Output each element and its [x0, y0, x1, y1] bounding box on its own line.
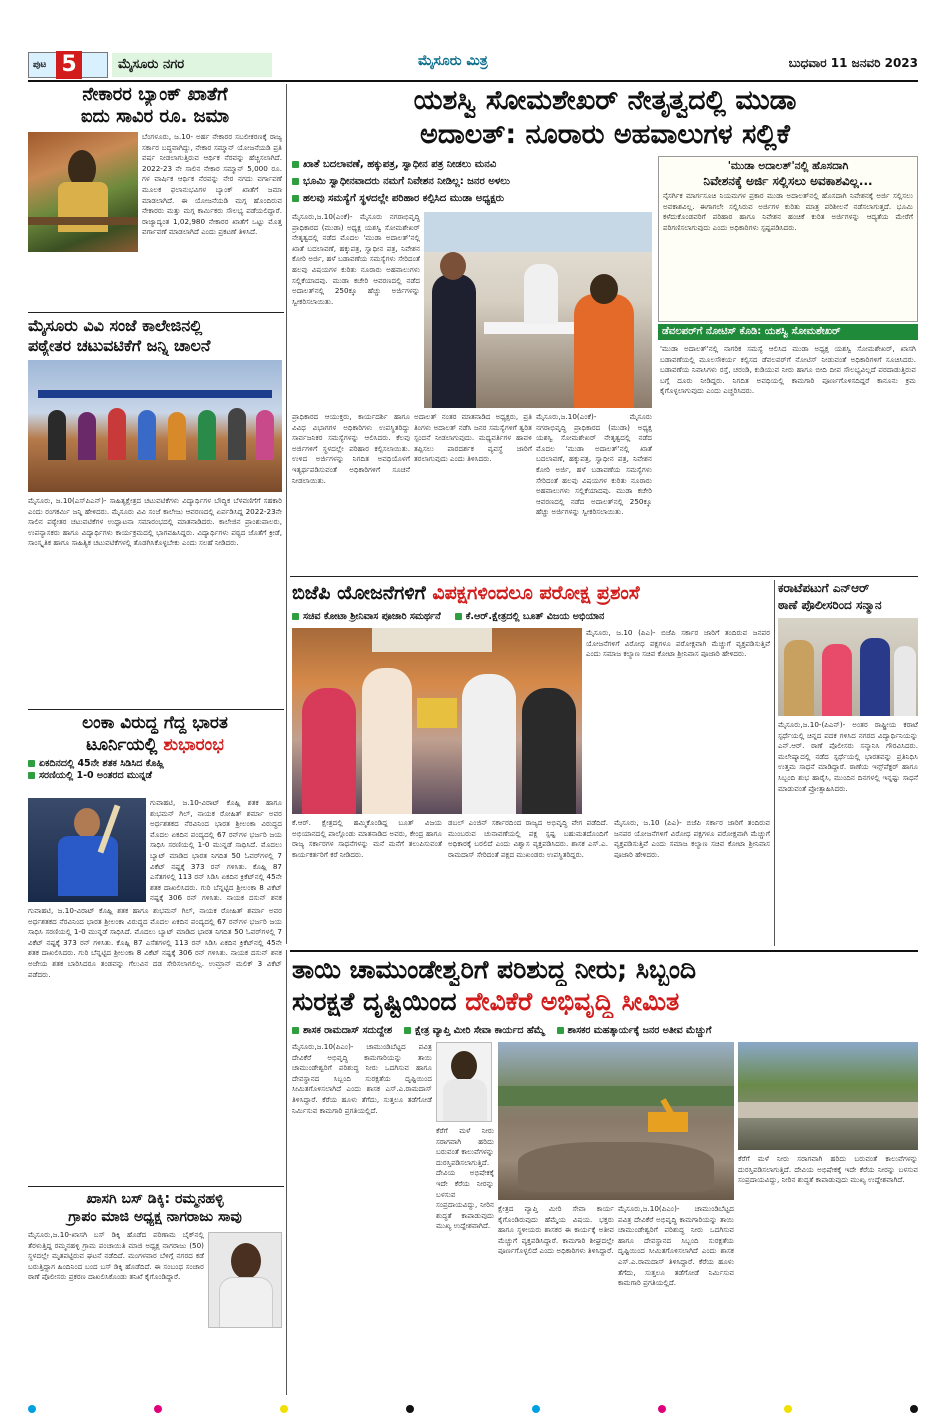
paper-name: ಮೈಸೂರು ಮಿತ್ರ [418, 53, 488, 69]
devikere-story [292, 954, 918, 1394]
masthead [28, 50, 918, 80]
column-rule [286, 950, 287, 1395]
devikere-headline-black: ಸುರಕ್ಷತೆ ದೃಷ್ಟಿಯಿಂದ [292, 987, 466, 1016]
devikere-sub-1: ಶಾಸಕ ರಾಮದಾಸ್ ಸದುದ್ದೇಶ [292, 1022, 392, 1038]
bullet-icon [28, 760, 35, 767]
bus-story [28, 1190, 282, 1395]
bus-headline-line2: ಗ್ರಾಪಂ ಮಾಜಿ ಅಧ್ಯಕ್ಷ ನಾಗರಾಜು ಸಾವು [68, 1209, 242, 1225]
issue-date: ಬುಧವಾರ 11 ಜನವರಿ 2023 [788, 56, 918, 70]
college-story [28, 316, 282, 706]
bjp-event-photo [292, 628, 582, 814]
muda-bullets [292, 156, 652, 208]
muda-body-3: ಅದಾಲತ್ ನಂತರ ಮಾತನಾಡಿದ ಅಧ್ಯಕ್ಷರು, ಪ್ರತಿ ತಿಂಗಳು ಅದಾಲತ್ ನಡೆಸಿ ಜನರ ಸಮಸ್ಯೆಗಳಿಗೆ ತ್ವರಿತ ಸ್ಪಂದನೆ ನೀಡಲಾಗುವುದು. ಮಧ್ಯವರ್ತಿಗಳ ಹಾವಳಿ ತಪ್ಪಿಸಲು ಪಾರದರ್ಶಕ ವ್ಯವಸ್ಥೆ ಜಾರಿಗೆ ತರಲಾಗುವುದು ಎಂದು ತಿಳಿಸಿದರು. [414, 412, 532, 464]
bullet-icon [28, 772, 35, 779]
college-body: ಮೈಸೂರು, ಜ.10(ಎಸ್‌ಪಿಎನ್)- ಸಾಹಿತ್ಯಕ್ಷೇತ್ರದ ಚಟುವಟಿಕೆಗಳು ವಿದ್ಯಾರ್ಥಿಗಳ ಬೌದ್ಧಿಕ ಬೆಳವಣಿಗೆಗೆ ಸಹಕಾರಿ ಎಂದು ರಂಗಕರ್ಮಿ ಜನ್ನಿ ಹೇಳಿದರು. ಮೈಸೂರು ವಿವಿ ಸಂಜೆ ಕಾಲೇಜು ಆವರಣದಲ್ಲಿ ಏರ್ಪಡಿಸಿದ್ದ 2022-23ನೇ ಸಾಲಿನ ಪಠ್ಯೇತರ ಚಟುವಟಿಕೆಗಳ ಉದ್ಘಾಟನಾ ಸಮಾರಂಭದಲ್ಲಿ ಮಾತನಾಡಿದರು. ಕಾಲೇಜಿನ ಪ್ರಾಂಶುಪಾಲರು, ಉಪನ್ಯಾಸಕರು ಹಾಗೂ ವಿದ್ಯಾರ್ಥಿಗಳು ಕಾರ್ಯಕ್ರಮದಲ್ಲಿ ಭಾಗವಹಿಸಿದ್ದರು. ವಿದ್ಯಾರ್ಥಿಗಳು ಪಠ್ಯದ ಜೊತೆಗೆ ಕ್ರೀಡೆ, ಸಾಂಸ್ಕೃತಿಕ ಹಾಗೂ ಸಾಹಿತ್ಯಿಕ ಚಟುವಟಿಕೆಗಳಲ್ಲಿ ತೊಡಗಿಸಿಕೊಳ್ಳಬೇಕು ಎಂದು ಸಲಹೆ ನೀಡಿದರು. [28, 496, 282, 548]
bank-story [28, 84, 282, 310]
devikere-headline-red: ದೇವಿಕೆರೆ ಅಭಿವೃದ್ಧಿ ಸೀಮಿತ [465, 987, 680, 1016]
bjp-headline-black: ಬಿಜೆಪಿ ಯೋಜನೆಗಳಿಗೆ [292, 582, 433, 604]
devikere-subheads [292, 1022, 918, 1038]
devikere-headline-2 [292, 986, 918, 1018]
muda-headline-line2: ಅದಾಲತ್: ನೂರಾರು ಅಹವಾಲುಗಳ ಸಲ್ಲಿಕೆ [420, 119, 790, 150]
divider [28, 709, 284, 710]
karate-headline-1: ಕರಾಟೆಪಟುಗೆ ಎನ್‌ಆರ್ [778, 581, 870, 595]
devikere-body-2: ಕೆರೆಗೆ ಮಳೆ ನೀರು ಸರಾಗವಾಗಿ ಹರಿದು ಬರುವಂತೆ ಕಾಲುವೆಗಳನ್ನು ದುರಸ್ತಿಪಡಿಸಲಾಗುತ್ತಿದೆ. ದೇವಿಯ ಅಭಿಷೇಕಕ್ಕೆ ಇದೇ ಕೆರೆಯ ನೀರನ್ನು ಬಳಸುವ ಸಂಪ್ರದಾಯವಿದ್ದು, ನೀರಿನ ಶುದ್ಧತೆ ಕಾಪಾಡುವುದು ಮುಖ್ಯ ಉದ್ದೇಶವಾಗಿದೆ. [436, 1126, 494, 1231]
devikere-headline-1: ತಾಯಿ ಚಾಮುಂಡೇಶ್ವರಿಗೆ ಪರಿಶುದ್ಧ ನೀರು; ಸಿಬ್ಬಂದಿ [292, 955, 697, 984]
section-name: ಮೈಸೂರು ನಗರ [112, 53, 272, 77]
sidebar-adalat [658, 156, 918, 322]
bjp-headline [292, 580, 770, 606]
cricket-sub-1: ಏಕದಿನದಲ್ಲಿ 45ನೇ ಶತಕ ಸಿಡಿಸಿದ ಕೊಹ್ಲಿ [28, 758, 282, 769]
muda-headline [292, 84, 918, 154]
muda-bullet: ಖಾತೆ ಬದಲಾವಣೆ, ಹಕ್ಕುಪತ್ರ, ಸ್ವಾಧೀನ ಪತ್ರ ನೀಡಲು ಮನವಿ [292, 156, 652, 173]
column-rule [286, 84, 287, 944]
divider [290, 950, 918, 952]
college-group-photo [28, 360, 282, 492]
bjp-body-4: ಮೈಸೂರು, ಜ.10 (ಪಿಎ)- ಬಿಜೆಪಿ ಸರ್ಕಾರ ಜಾರಿಗೆ ತಂದಿರುವ ಜನಪರ ಯೋಜನೆಗಳಿಗೆ ವಿರೋಧ ಪಕ್ಷಗಳೂ ಪರೋಕ್ಷವಾಗಿ ಮೆಚ್ಚುಗೆ ವ್ಯಕ್ತಪಡಿಸುತ್ತಿವೆ ಎಂದು ಸಮಾಜ ಕಲ್ಯಾಣ ಸಚಿವ ಕೋಟಾ ಶ್ರೀನಿವಾಸ ಪೂಜಾರಿ ಹೇಳಿದರು. [614, 818, 770, 859]
weaver-photo [28, 132, 138, 252]
page-number-box [28, 52, 108, 78]
devikere-lake-photo [498, 1042, 734, 1200]
bjp-headline-red: ವಿಪಕ್ಷಗಳಿಂದಲೂ ಪರೋಕ್ಷ ಪ್ರಶಂಸೆ [432, 582, 640, 604]
bullet-icon [404, 1027, 411, 1034]
devikere-body-4: ಮೈಸೂರು,ಜ.10(ಪಿಎಂ)- ಚಾಮುಂಡಿಬೆಟ್ಟದ ಪವಿತ್ರ ದೇವಿಕೆರೆ ಅಭಿವೃದ್ಧಿ ಕಾಮಗಾರಿಯನ್ನು ತಾಯಿ ಚಾಮುಂಡೇಶ್ವರಿಗೆ ಪರಿಶುದ್ಧ ನೀರು ಒದಗಿಸುವ ಹಾಗೂ ದೇವಸ್ಥಾನದ ಸಿಬ್ಬಂದಿ ಸುರಕ್ಷತೆಯ ದೃಷ್ಟಿಯಿಂದ ಸೀಮಿತಗೊಳಿಸಲಾಗಿದೆ ಎಂದು ಶಾಸಕ ಎಸ್.ಎ.ರಾಮದಾಸ್ ತಿಳಿಸಿದ್ದಾರೆ. ಕೆರೆಯ ಹೂಳು ತೆಗೆದು, ಸುತ್ತಲೂ ತಡೆಗೋಡೆ ನಿರ್ಮಿಸುವ ಕಾಮಗಾರಿ ಪ್ರಗತಿಯಲ್ಲಿದೆ. [618, 1204, 734, 1288]
bjp-story [292, 580, 770, 948]
bjp-body-3: ಡಬಲ್ ಎಂಜಿನ್ ಸರ್ಕಾರದಿಂದ ರಾಜ್ಯದ ಅಭಿವೃದ್ಧಿ ವೇಗ ಪಡೆದಿದೆ. ಮುಂಬರುವ ಚುನಾವಣೆಯಲ್ಲಿ ಪಕ್ಷ ಸ್ಪಷ್ಟ ಬಹುಮತದೊಂದಿಗೆ ಅಧಿಕಾರಕ್ಕೆ ಬರಲಿದೆ ಎಂದು ವಿಶ್ವಾಸ ವ್ಯಕ್ತಪಡಿಸಿದರು. ಶಾಸಕ ಎಸ್.ಎ. ರಾಮದಾಸ್ ಸೇರಿದಂತೆ ಪಕ್ಷದ ಮುಖಂಡರು ಉಪಸ್ಥಿತರಿದ್ದರು. [448, 818, 608, 859]
devikere-sub-2: ಕ್ಷೇತ್ರ ವ್ಯಾಪ್ತಿ ಮೀರಿ ಸೇವಾ ಕಾರ್ಯದ ಹೆಮ್ಮೆ [404, 1022, 544, 1038]
divider [290, 576, 918, 577]
column-rule [774, 580, 775, 946]
bjp-subheads [292, 608, 770, 624]
muda-bullet: ಭೂಮಿ ಸ್ವಾಧೀನವಾದರು ನಮಗೆ ನಿವೇಶನ ನೀಡಿಲ್ಲ: ಜನರ ಅಳಲು [292, 173, 652, 190]
bullet-icon [292, 161, 299, 168]
page-number: 5 [56, 51, 82, 79]
bullet-icon [292, 1027, 299, 1034]
bus-body: ಮೈಸೂರು,ಜ.10-ಖಾಸಗಿ ಬಸ್ ಡಿಕ್ಕಿ ಹೊಡೆದ ಪರಿಣಾಮ ಬೈಕ್‌ನಲ್ಲಿ ತೆರಳುತ್ತಿದ್ದ ರಮ್ಮನಹಳ್ಳಿ ಗ್ರಾಮ ಪಂಚಾಯಿತಿ ಮಾಜಿ ಅಧ್ಯಕ್ಷ ನಾಗರಾಜು (50) ಸ್ಥಳದಲ್ಲೇ ಮೃತಪಟ್ಟಿರುವ ಘಟನೆ ನಡೆದಿದೆ. ಮಂಗಳವಾರ ಬೆಳಿಗ್ಗೆ ನಗರದ ಕಡೆ ಬರುತ್ತಿದ್ದಾಗ ಹಿಂದಿನಿಂದ ಬಂದ ಬಸ್ ಡಿಕ್ಕಿ ಹೊಡೆದಿದೆ. ಈ ಸಂಬಂಧ ಸಂಚಾರ ಠಾಣೆ ಪೊಲೀಸರು ಪ್ರಕರಣ ದಾಖಲಿಸಿಕೊಂಡು ತನಿಖೆ ಕೈಗೊಂಡಿದ್ದಾರೆ. [28, 1230, 204, 1282]
bjp-sub-1: ಸಚಿವ ಕೋಟಾ ಶ್ರೀನಿವಾಸ ಪೂಜಾರಿ ಸಮರ್ಥನೆ [292, 608, 441, 624]
sidebar-adalat-headline-2: ನಿವೇಶನಕ್ಕೆ ಅರ್ಜಿ ಸಲ್ಲಿಸಲು ಅವಕಾಶವಿಲ್ಲ... [703, 174, 873, 188]
bjp-sub-2: ಕೆ.ಆರ್.ಕ್ಷೇತ್ರದಲ್ಲಿ ಬೂತ್ ವಿಜಯ ಅಭಿಯಾನ [455, 608, 605, 624]
karate-body: ಮೈಸೂರು,ಜ.10-(ಪಿಎನ್)- ಅಂತರ ರಾಷ್ಟ್ರೀಯ ಕರಾಟೆ ಸ್ಪರ್ಧೆಯಲ್ಲಿ ಚಿನ್ನದ ಪದಕ ಗಳಿಸಿದ ನಗರದ ವಿದ್ಯಾರ್ಥಿನಿಯನ್ನು ಎನ್.ಆರ್. ಠಾಣೆ ಪೊಲೀಸರು ಸನ್ಮಾನಿಸಿ ಗೌರವಿಸಿದರು. ಮಲೇಷ್ಯಾದಲ್ಲಿ ನಡೆದ ಸ್ಪರ್ಧೆಯಲ್ಲಿ ಭಾರತವನ್ನು ಪ್ರತಿನಿಧಿಸಿ ಉತ್ತಮ ಸಾಧನೆ ಮಾಡಿದ್ದಾರೆ. ಠಾಣೆಯ ಇನ್ಸ್‌ಪೆಕ್ಟರ್ ಹಾಗೂ ಸಿಬ್ಬಂದಿ ಶುಭ ಹಾರೈಸಿ, ಮುಂದಿನ ದಿನಗಳಲ್ಲಿ ಇನ್ನಷ್ಟು ಸಾಧನೆ ಮಾಡುವಂತೆ ಪ್ರೋತ್ಸಾಹಿಸಿದರು. [778, 720, 918, 793]
sidebar-adalat-headline-1: 'ಮುಡಾ ಅದಾಲತ್'ನಲ್ಲಿ ಹೊಸದಾಗಿ [727, 160, 849, 172]
kohli-photo [28, 798, 146, 902]
ramdas-photo [436, 1042, 492, 1122]
masthead-rule [28, 80, 918, 82]
sidebar-developer-headline: ಡೆವಲಪರ್‌ಗೆ ನೋಟಿಸ್ ಕೊಡಿ: ಯಶಸ್ವಿ ಸೋಮಶೇಖರ್ [658, 324, 918, 340]
college-headline-line2: ಪಠ್ಯೇತರ ಚಟುವಟಿಕೆಗೆ ಜನ್ನಿ ಚಾಲನೆ [28, 336, 211, 355]
divider [28, 312, 284, 313]
karate-headline-2: ಠಾಣೆ ಪೊಲೀಸರಿಂದ ಸನ್ಮಾನ [778, 598, 882, 612]
cricket-headline-red: ಶುಭಾರಂಭ [163, 735, 224, 755]
devikere-sub-3: ಶಾಸಕರ ಮಹತ್ಕಾರ್ಯಕ್ಕೆ ಜನರ ಅತೀವ ಮೆಚ್ಚುಗೆ [557, 1022, 712, 1038]
muda-body-2: ಪ್ರಾಧಿಕಾರದ ಆಯುಕ್ತರು, ಕಾರ್ಯದರ್ಶಿ ಹಾಗೂ ವಿವಿಧ ವಿಭಾಗಗಳ ಅಧಿಕಾರಿಗಳು ಉಪಸ್ಥಿತರಿದ್ದು ಸಾರ್ವಜನಿಕರ ಸಮಸ್ಯೆಗಳನ್ನು ಆಲಿಸಿದರು. ಕೆಲವು ಅರ್ಜಿಗಳಿಗೆ ಸ್ಥಳದಲ್ಲೇ ಪರಿಹಾರ ಕಲ್ಪಿಸಲಾಯಿತು. ಉಳಿದ ಅರ್ಜಿಗಳನ್ನು ನಿಗದಿತ ಅವಧಿಯೊಳಗೆ ಇತ್ಯರ್ಥಪಡಿಸುವಂತೆ ಅಧಿಕಾರಿಗಳಿಗೆ ಸೂಚನೆ ನೀಡಲಾಯಿತು. [292, 412, 410, 485]
cricket-headline-black: ಟೂರ್ನಿಯಲ್ಲಿ [86, 735, 164, 755]
muda-adalat-photo [424, 212, 652, 408]
bullet-icon [292, 195, 299, 202]
bullet-icon [455, 613, 462, 620]
cricket-body: ಗುವಾಹಟಿ, ಜ.10-ವಿರಾಟ್ ಕೊಹ್ಲಿ ಶತಕ ಹಾಗೂ ಶುಭಮನ್ ಗಿಲ್, ನಾಯಕ ರೋಹಿತ್ ಶರ್ಮಾ ಅವರ ಅರ್ಧಶತಕದ ನೆರವಿನಿಂದ ಭಾರತ ಶ್ರೀಲಂಕಾ ವಿರುದ್ಧದ ಮೊದಲ ಏಕದಿನ ಪಂದ್ಯದಲ್ಲಿ 67 ರನ್‌ಗಳ ಭರ್ಜರಿ ಜಯ ಸಾಧಿಸಿ ಸರಣಿಯಲ್ಲಿ 1-0 ಮುನ್ನಡೆ ಸಾಧಿಸಿದೆ. ಮೊದಲು ಬ್ಯಾಟ್ ಮಾಡಿದ ಭಾರತ ನಿಗದಿತ 50 ಓವರ್‌ಗಳಲ್ಲಿ 7 ವಿಕೆಟ್ ನಷ್ಟಕ್ಕೆ 373 ರನ್ ಗಳಿಸಿತು. ಕೊಹ್ಲಿ 87 ಎಸೆತಗಳಲ್ಲಿ 113 ರನ್ ಸಿಡಿಸಿ ಏಕದಿನ ಕ್ರಿಕೆಟ್‌ನಲ್ಲಿ 45ನೇ ಶತಕ ದಾಖಲಿಸಿದರು. ಗುರಿ ಬೆನ್ನಟ್ಟಿದ ಶ್ರೀಲಂಕಾ 8 ವಿಕೆಟ್ ನಷ್ಟಕ್ಕೆ 306 ರನ್ ಗಳಿಸಿತು. ನಾಯಕ ದಸುನ್ ಶನಕ [150, 798, 282, 902]
devikere-wall-photo [738, 1042, 918, 1150]
cricket-headline-line2 [28, 734, 282, 756]
cricket-sub-2: ಸರಣಿಯಲ್ಲಿ 1-0 ಅಂತರದ ಮುನ್ನಡೆ [28, 770, 282, 781]
divider [28, 1186, 284, 1187]
bullet-icon [557, 1027, 564, 1034]
karate-story [778, 580, 918, 946]
sidebar-developer-body: 'ಮುಡಾ ಅದಾಲತ್'ನಲ್ಲಿ ನಾಗರಿಕ ಸಮಸ್ಯೆ ಆಲಿಸಿದ ಮುಡಾ ಅಧ್ಯಕ್ಷ ಯಶಸ್ವಿ ಸೋಮಶೇಖರ್, ಖಾಸಗಿ ಬಡಾವಣೆಯಲ್ಲಿ ಮೂಲಸೌಕರ್ಯ ಕಲ್ಪಿಸದ ಡೆವಲಪರ್‌ಗೆ ನೋಟಿಸ್ ನೀಡುವಂತೆ ಅಧಿಕಾರಿಗಳಿಗೆ ಸೂಚಿಸಿದರು. ಬಡಾವಣೆಯ ನಿವಾಸಿಗಳು ರಸ್ತೆ, ಚರಂಡಿ, ಕುಡಿಯುವ ನೀರು ಹಾಗೂ ಬೀದಿ ದೀಪ ಸೌಲಭ್ಯವಿಲ್ಲದೆ ಪರದಾಡುತ್ತಿರುವ ಬಗ್ಗೆ ದೂರು ನೀಡಿದ್ದರು. ನಿಗದಿತ ಅವಧಿಯಲ್ಲಿ ಕಾಮಗಾರಿ ಪೂರ್ಣಗೊಳಿಸದಿದ್ದರೆ ಕಾನೂನು ಕ್ರಮ ಕೈಗೊಳ್ಳಲಾಗುವುದು ಎಂದು ಎಚ್ಚರಿಸಿದರು. [660, 344, 916, 396]
nagaraju-photo [208, 1232, 282, 1328]
muda-headline-line1: ಯಶಸ್ವಿ ಸೋಮಶೇಖರ್ ನೇತೃತ್ವದಲ್ಲಿ ಮುಡಾ [413, 85, 797, 116]
print-registration-bar [28, 1404, 918, 1414]
sidebar-developer [658, 324, 918, 574]
bjp-body-2: ಕೆ.ಆರ್. ಕ್ಷೇತ್ರದಲ್ಲಿ ಹಮ್ಮಿಕೊಂಡಿದ್ದ ಬೂತ್ ವಿಜಯ ಅಭಿಯಾನದಲ್ಲಿ ಪಾಲ್ಗೊಂಡು ಮಾತನಾಡಿದ ಅವರು, ಕೇಂದ್ರ ಹಾಗೂ ರಾಜ್ಯ ಸರ್ಕಾರಗಳ ಸಾಧನೆಗಳನ್ನು ಮನೆ ಮನೆಗೆ ತಲುಪಿಸುವಂತೆ ಕಾರ್ಯಕರ್ತರಿಗೆ ಕರೆ ನೀಡಿದರು. [292, 818, 442, 859]
page-label: ಪುಟ [33, 60, 47, 70]
devikere-body-5: ಕೆರೆಗೆ ಮಳೆ ನೀರು ಸರಾಗವಾಗಿ ಹರಿದು ಬರುವಂತೆ ಕಾಲುವೆಗಳನ್ನು ದುರಸ್ತಿಪಡಿಸಲಾಗುತ್ತಿದೆ. ದೇವಿಯ ಅಭಿಷೇಕಕ್ಕೆ ಇದೇ ಕೆರೆಯ ನೀರನ್ನು ಬಳಸುವ ಸಂಪ್ರದಾಯವಿದ್ದು, ನೀರಿನ ಶುದ್ಧತೆ ಕಾಪಾಡುವುದು ಮುಖ್ಯ ಉದ್ದೇಶವಾಗಿದೆ. [738, 1154, 918, 1185]
muda-bullet: ಹಲವು ಸಮಸ್ಯೆಗೆ ಸ್ಥಳದಲ್ಲೇ ಪರಿಹಾರ ಕಲ್ಪಿಸಿದ ಮುಡಾ ಅಧ್ಯಕ್ಷರು [292, 190, 652, 207]
bullet-icon [292, 613, 299, 620]
bank-headline-line2: ಐದು ಸಾವಿರ ರೂ. ಜಮಾ [80, 106, 230, 127]
college-headline-line1: ಮೈಸೂರು ವಿವಿ ಸಂಜೆ ಕಾಲೇಜಿನಲ್ಲಿ [28, 316, 203, 335]
bank-headline-line1: ನೇಕಾರರ ಬ್ಯಾಂಕ್ ಖಾತೆಗೆ [82, 84, 228, 105]
devikere-body-1: ಮೈಸೂರು,ಜ.10(ಪಿಎಂ)- ಚಾಮುಂಡಿಬೆಟ್ಟದ ಪವಿತ್ರ ದೇವಿಕೆರೆ ಅಭಿವೃದ್ಧಿ ಕಾಮಗಾರಿಯನ್ನು ತಾಯಿ ಚಾಮುಂಡೇಶ್ವರಿಗೆ ಪರಿಶುದ್ಧ ನೀರು ಒದಗಿಸುವ ಹಾಗೂ ದೇವಸ್ಥಾನದ ಸಿಬ್ಬಂದಿ ಸುರಕ್ಷತೆಯ ದೃಷ್ಟಿಯಿಂದ ಸೀಮಿತಗೊಳಿಸಲಾಗಿದೆ ಎಂದು ಶಾಸಕ ಎಸ್.ಎ.ರಾಮದಾಸ್ ತಿಳಿಸಿದ್ದಾರೆ. ಕೆರೆಯ ಹೂಳು ತೆಗೆದು, ಸುತ್ತಲೂ ತಡೆಗೋಡೆ ನಿರ್ಮಿಸುವ ಕಾಮಗಾರಿ ಪ್ರಗತಿಯಲ್ಲಿದೆ. [292, 1042, 432, 1115]
sidebar-adalat-body: ನೈಸರ್ಗಿಕ ಮಾರ್ಗಸೂಚಿ ನಿಯಮಗಳ ಪ್ರಕಾರ ಮುಡಾ ಅದಾಲತ್‌ನಲ್ಲಿ ಹೊಸದಾಗಿ ನಿವೇಶನಕ್ಕೆ ಅರ್ಜಿ ಸಲ್ಲಿಸಲು ಅವಕಾಶವಿಲ್ಲ. ಈಗಾಗಲೇ ಸಲ್ಲಿಸಿರುವ ಅರ್ಜಿಗಳ ಕುರಿತು ಮಾತ್ರ ಪರಿಶೀಲನೆ ನಡೆಸಲಾಗುತ್ತದೆ. ಭೂಮಿ ಕಳೆದುಕೊಂಡವರಿಗೆ ಪರಿಹಾರ ಹಾಗೂ ನಿವೇಶನ ಹಂಚಿಕೆ ಕುರಿತ ಅರ್ಜಿಗಳನ್ನು ಆದ್ಯತೆಯ ಮೇರೆಗೆ ಪರಿಗಣಿಸಲಾಗುವುದು ಎಂದು ಅಧಿಕಾರಿಗಳು ಸ್ಪಷ್ಟಪಡಿಸಿದರು. [663, 191, 913, 232]
muda-body-4: ಮೈಸೂರು,ಜ.10(ಎಂಕೆ)- ಮೈಸೂರು ನಗರಾಭಿವೃದ್ಧಿ ಪ್ರಾಧಿಕಾರದ (ಮುಡಾ) ಅಧ್ಯಕ್ಷ ಯಶಸ್ವಿ ಸೋಮಶೇಖರ್ ನೇತೃತ್ವದಲ್ಲಿ ನಡೆದ ಮೊದಲ 'ಮುಡಾ ಅದಾಲತ್'ನಲ್ಲಿ ಖಾತೆ ಬದಲಾವಣೆ, ಹಕ್ಕುಪತ್ರ, ಸ್ವಾಧೀನ ಪತ್ರ, ನಿವೇಶನ ಕೋರಿ ಅರ್ಜಿ, ಹಳೆ ಬಡಾವಣೆಯ ಸಮಸ್ಯೆಗಳು ಸೇರಿದಂತೆ ಹಲವು ವಿಷಯಗಳ ಕುರಿತು ನೂರಾರು ಅಹವಾಲುಗಳು ಸಲ್ಲಿಕೆಯಾದವು. ಮುಡಾ ಕಚೇರಿ ಆವರಣದಲ್ಲಿ ನಡೆದ ಅದಾಲತ್‌ನಲ್ಲಿ 250ಕ್ಕೂ ಹೆಚ್ಚು ಅರ್ಜಿಗಳನ್ನು ಸ್ವೀಕರಿಸಲಾಯಿತು. [536, 412, 652, 517]
muda-body-1: ಮೈಸೂರು,ಜ.10(ಎಂಕೆ)- ಮೈಸೂರು ನಗರಾಭಿವೃದ್ಧಿ ಪ್ರಾಧಿಕಾರದ (ಮುಡಾ) ಅಧ್ಯಕ್ಷ ಯಶಸ್ವಿ ಸೋಮಶೇಖರ್ ನೇತೃತ್ವದಲ್ಲಿ ನಡೆದ ಮೊದಲ 'ಮುಡಾ ಅದಾಲತ್'ನಲ್ಲಿ ಖಾತೆ ಬದಲಾವಣೆ, ಹಕ್ಕುಪತ್ರ, ಸ್ವಾಧೀನ ಪತ್ರ, ನಿವೇಶನ ಕೋರಿ ಅರ್ಜಿ, ಹಳೆ ಬಡಾವಣೆಯ ಸಮಸ್ಯೆಗಳು ಸೇರಿದಂತೆ ಹಲವು ವಿಷಯಗಳ ಕುರಿತು ನೂರಾರು ಅಹವಾಲುಗಳು ಸಲ್ಲಿಕೆಯಾದವು. ಮುಡಾ ಕಚೇರಿ ಆವರಣದಲ್ಲಿ ನಡೆದ ಅದಾಲತ್‌ನಲ್ಲಿ 250ಕ್ಕೂ ಹೆಚ್ಚು ಅರ್ಜಿಗಳನ್ನು ಸ್ವೀಕರಿಸಲಾಯಿತು. [292, 212, 420, 306]
bank-body: ಬೆಂಗಳೂರು, ಜ.10- ಅರ್ಹ ನೇಕಾರರ ಸಬಲೀಕರಣಕ್ಕೆ ರಾಜ್ಯ ಸರ್ಕಾರ ಬದ್ಧವಾಗಿದ್ದು, ನೇಕಾರ ಸಮ್ಮಾನ್ ಯೋಜನೆಯಡಿ ಪ್ರತಿ ವರ್ಷ ನೀಡಲಾಗುತ್ತಿರುವ ಆರ್ಥಿಕ ನೆರವನ್ನು ಹೆಚ್ಚಿಸಲಾಗಿದೆ. 2022-23 ನೇ ಸಾಲಿನ ನೇಕಾರ ಸಮ್ಮಾನ್ 5,000 ರೂ. ಗಳ ವಾರ್ಷಿಕ ಆರ್ಥಿಕ ನೆರವನ್ನು ನೇರ ನಗದು ವರ್ಗಾವಣೆ ಮೂಲಕ ಫಲಾನುಭವಿಗಳ ಬ್ಯಾಂಕ್ ಖಾತೆಗೆ ಜಮಾ ಮಾಡಲಾಗಿದೆ. ಈ ಯೋಜನೆಯಡಿ ಮಗ್ಗ ಹೊಂದಿರುವ ನೇಕಾರರು ಮತ್ತು ಮಗ್ಗ ಕಾರ್ಮಿಕರು ಸೌಲಭ್ಯ ಪಡೆಯಲಿದ್ದಾರೆ. ರಾಜ್ಯಾದ್ಯಂತ 1,02,980 ನೇಕಾರರ ಖಾತೆಗೆ ಒಟ್ಟು ಮೊತ್ತ ವರ್ಗಾವಣೆ ಮಾಡಲಾಗಿದೆ ಎಂದು ಪ್ರಕಟಣೆ ತಿಳಿಸಿದೆ. [142, 132, 282, 237]
bullet-icon [292, 178, 299, 185]
karate-photo [778, 618, 918, 716]
devikere-body-3: ಕ್ಷೇತ್ರದ ವ್ಯಾಪ್ತಿ ಮೀರಿ ಸೇವಾ ಕಾರ್ಯ ಕೈಗೊಂಡಿರುವುದು ಹೆಮ್ಮೆಯ ವಿಷಯ. ಭಕ್ತರು ಹಾಗೂ ಸ್ಥಳೀಯರು ಶಾಸಕರ ಈ ಕಾರ್ಯಕ್ಕೆ ಅತೀವ ಮೆಚ್ಚುಗೆ ವ್ಯಕ್ತಪಡಿಸಿದ್ದಾರೆ. ಕಾಮಗಾರಿ ಶೀಘ್ರದಲ್ಲೇ ಪೂರ್ಣಗೊಳ್ಳಲಿದೆ ಎಂದು ಅಧಿಕಾರಿಗಳು ತಿಳಿಸಿದ್ದಾರೆ. [498, 1204, 614, 1256]
cricket-story [28, 712, 282, 1182]
cricket-headline-line1: ಲಂಕಾ ವಿರುದ್ಧ ಗೆದ್ದ ಭಾರತ [82, 713, 228, 733]
bjp-body-1: ಮೈಸೂರು, ಜ.10 (ಪಿಎ)- ಬಿಜೆಪಿ ಸರ್ಕಾರ ಜಾರಿಗೆ ತಂದಿರುವ ಜನಪರ ಯೋಜನೆಗಳಿಗೆ ವಿರೋಧ ಪಕ್ಷಗಳೂ ಪರೋಕ್ಷವಾಗಿ ಮೆಚ್ಚುಗೆ ವ್ಯಕ್ತಪಡಿಸುತ್ತಿವೆ ಎಂದು ಸಮಾಜ ಕಲ್ಯಾಣ ಸಚಿವ ಕೋಟಾ ಶ್ರೀನಿವಾಸ ಪೂಜಾರಿ ಹೇಳಿದರು. [586, 628, 770, 659]
cricket-body-continued: ಗುವಾಹಟಿ, ಜ.10-ವಿರಾಟ್ ಕೊಹ್ಲಿ ಶತಕ ಹಾಗೂ ಶುಭಮನ್ ಗಿಲ್, ನಾಯಕ ರೋಹಿತ್ ಶರ್ಮಾ ಅವರ ಅರ್ಧಶತಕದ ನೆರವಿನಿಂದ ಭಾರತ ಶ್ರೀಲಂಕಾ ವಿರುದ್ಧದ ಮೊದಲ ಏಕದಿನ ಪಂದ್ಯದಲ್ಲಿ 67 ರನ್‌ಗಳ ಭರ್ಜರಿ ಜಯ ಸಾಧಿಸಿ ಸರಣಿಯಲ್ಲಿ 1-0 ಮುನ್ನಡೆ ಸಾಧಿಸಿದೆ. ಮೊದಲು ಬ್ಯಾಟ್ ಮಾಡಿದ ಭಾರತ ನಿಗದಿತ 50 ಓವರ್‌ಗಳಲ್ಲಿ 7 ವಿಕೆಟ್ ನಷ್ಟಕ್ಕೆ 373 ರನ್ ಗಳಿಸಿತು. ಕೊಹ್ಲಿ 87 ಎಸೆತಗಳಲ್ಲಿ 113 ರನ್ ಸಿಡಿಸಿ ಏಕದಿನ ಕ್ರಿಕೆಟ್‌ನಲ್ಲಿ 45ನೇ ಶತಕ ದಾಖಲಿಸಿದರು. ಗುರಿ ಬೆನ್ನಟ್ಟಿದ ಶ್ರೀಲಂಕಾ 8 ವಿಕೆಟ್ ನಷ್ಟಕ್ಕೆ 306 ರನ್ ಗಳಿಸಿತು. ನಾಯಕ ದಸುನ್ ಶನಕ ಅಜೇಯ ಶತಕ ಬಾರಿಸಿದರೂ ತಂಡವನ್ನು ಗೆಲುವಿನ ದಡ ಸೇರಿಸಲಾಗಲಿಲ್ಲ. ಉಮ್ರಾನ್ ಮಲಿಕ್ 3 ವಿಕೆಟ್ ಪಡೆದರು. [28, 906, 282, 979]
bus-headline-line1: ಖಾಸಗಿ ಬಸ್ ಡಿಕ್ಕಿ: ರಮ್ಮನಹಳ್ಳಿ [86, 1191, 224, 1207]
